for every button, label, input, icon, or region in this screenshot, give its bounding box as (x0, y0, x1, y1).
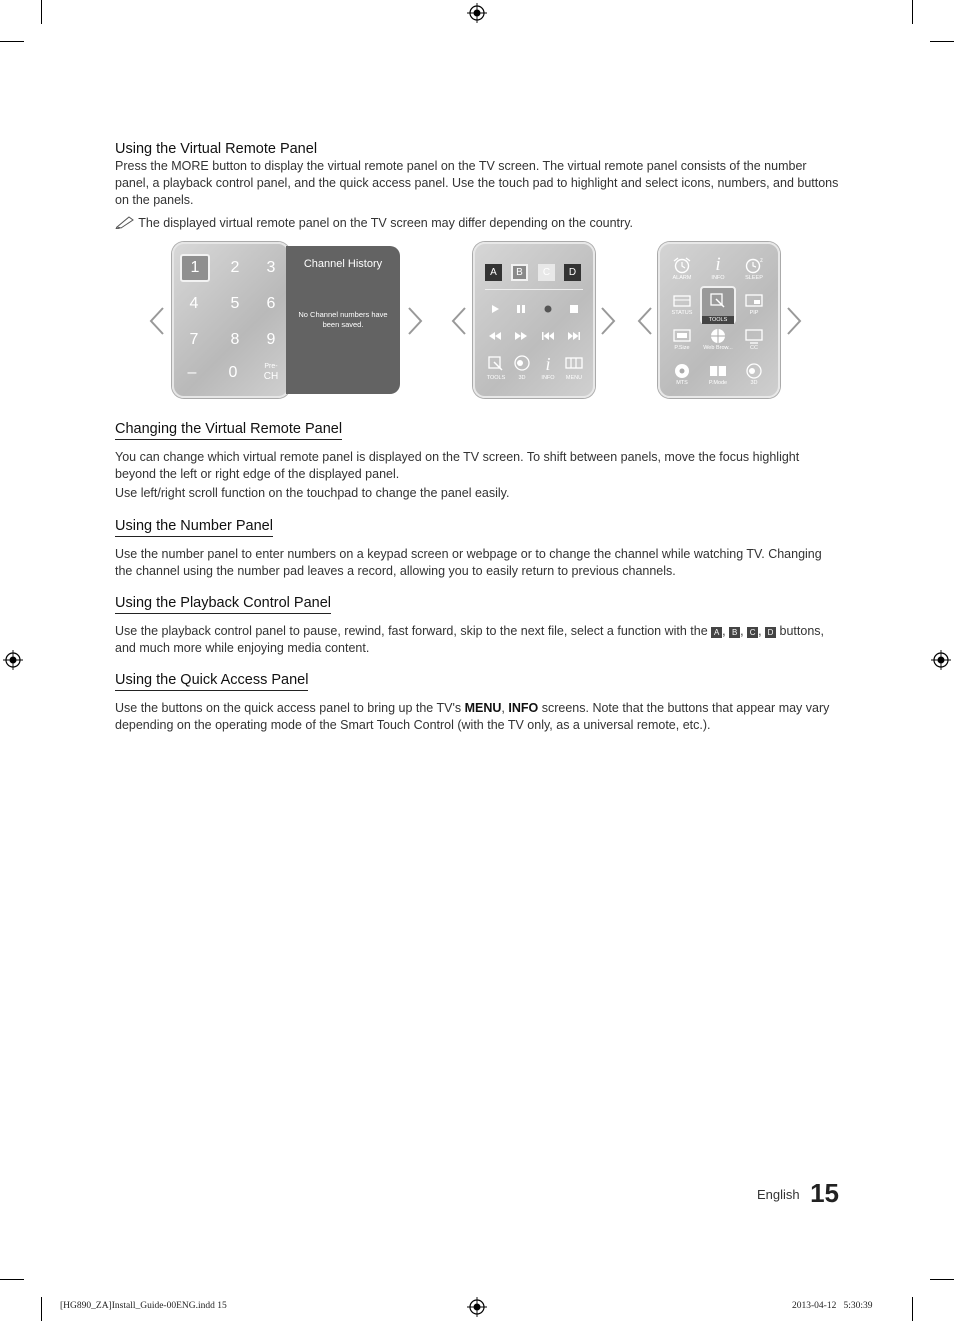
menu-label: MENU (565, 375, 583, 381)
inline-b-key: B (729, 627, 740, 638)
registration-mark-icon (467, 3, 487, 23)
record-icon[interactable] (540, 302, 556, 316)
footer-language: English (756, 1187, 800, 1202)
rewind-icon[interactable] (487, 329, 503, 343)
registration-mark-icon (931, 650, 951, 670)
number-key[interactable]: 5 (230, 295, 240, 312)
crop-mark (0, 41, 24, 42)
fast-forward-icon[interactable] (513, 329, 529, 343)
skip-next-icon[interactable] (566, 329, 582, 343)
sleep-label: SLEEP (745, 275, 763, 281)
a-button[interactable]: A (485, 264, 502, 281)
quick-access-panel (658, 242, 780, 398)
tools-label: TOOLS (702, 316, 734, 324)
tools-label: TOOLS (486, 375, 506, 381)
crop-mark (41, 1297, 42, 1321)
dash-key[interactable]: – (187, 364, 197, 381)
crop-mark (912, 1297, 913, 1321)
info-bold: INFO (508, 701, 539, 715)
page-content (115, 140, 840, 232)
virtual-remote-panels-figure (140, 242, 810, 400)
chevron-left-icon (450, 306, 468, 336)
tools-icon[interactable] (708, 291, 728, 309)
crop-mark (930, 41, 954, 42)
d-button[interactable]: D (564, 264, 581, 281)
svg-text:i: i (545, 354, 551, 372)
registration-mark-icon (3, 650, 23, 670)
number-key[interactable]: 2 (230, 259, 240, 276)
pencil-note-icon (115, 215, 135, 229)
pre-ch-key[interactable] (256, 362, 286, 382)
pip-icon[interactable] (744, 292, 764, 310)
info-label: INFO (711, 275, 725, 281)
menu-icon[interactable] (564, 354, 584, 372)
chevron-left-icon (636, 306, 654, 336)
section-body-virtual-remote: Press the MORE button to display the virtual remote panel on the TV screen. The virtual remote panel consists of the number panel, a playback control panel, and the quick access panel. Use the touch pad to highlight and select icons, numbers, and buttons on the panels. (115, 159, 839, 207)
info-icon[interactable] (708, 254, 728, 272)
playback-body-post: buttons, and much more while enjoying media content. (115, 624, 824, 655)
section-title-changing: Changing the Virtual Remote Panel (115, 420, 342, 440)
section-body-changing-2: Use left/right scroll function on the touchpad to change the panel easily. (115, 486, 510, 500)
sleep-icon[interactable] (744, 256, 764, 274)
svg-text:z: z (760, 258, 763, 264)
status-label: STATUS (671, 310, 693, 316)
inline-d-key: D (765, 627, 776, 638)
note-text: The displayed virtual remote panel on the TV screen may differ depending on the country. (138, 216, 633, 230)
page-footer (757, 1178, 839, 1209)
alarm-label: ALARM (672, 275, 692, 281)
number-key[interactable]: 3 (266, 259, 276, 276)
play-icon[interactable] (487, 302, 503, 316)
slug-timestamp: 2013-04-12 5:30:39 (792, 1301, 873, 1311)
mts-label: MTS (676, 380, 688, 386)
cc-icon[interactable] (744, 327, 764, 345)
picture-size-icon[interactable] (672, 327, 692, 345)
number-key[interactable]: 4 (189, 295, 199, 312)
stop-icon[interactable] (566, 302, 582, 316)
picture-mode-icon[interactable] (708, 362, 728, 380)
number-keypad (172, 242, 290, 398)
crop-mark (912, 0, 913, 24)
number-key[interactable]: 0 (228, 364, 238, 381)
pre-ch-label-top: Pre- (264, 363, 278, 370)
section-body-changing-1: You can change which virtual remote panel is displayed on the TV screen. To shift between panels, move the focus highlight beyond the left or right edge of the displayed panel. (115, 450, 800, 481)
alarm-icon[interactable] (672, 256, 692, 274)
quick-body-pre: Use the buttons on the quick access panel to bring up the TV's (115, 701, 462, 715)
section-title-quick: Using the Quick Access Panel (115, 671, 308, 691)
playback-control-panel (473, 242, 595, 398)
info-icon[interactable] (538, 354, 558, 372)
tools-icon[interactable] (486, 354, 506, 372)
page-number: 15 (810, 1178, 839, 1208)
section-title-number: Using the Number Panel (115, 517, 273, 537)
number-key[interactable]: 7 (189, 331, 199, 348)
number-key[interactable]: 9 (266, 331, 276, 348)
chevron-right-icon (599, 306, 617, 336)
pip-label: PIP (749, 310, 759, 316)
3d-label: 3D (518, 375, 526, 381)
picture-size-label: P.Size (674, 345, 690, 351)
lower-sections (115, 420, 840, 734)
number-key[interactable]: 6 (266, 295, 276, 312)
crop-mark (41, 0, 42, 24)
note-paragraph (115, 215, 840, 232)
section-body-quick (115, 700, 840, 734)
web-browser-label: Web Brow... (703, 345, 733, 351)
playback-body-pre: Use the playback control panel to pause, rewind, fast forward, skip to the next file, select a function with the (115, 624, 708, 638)
section-title-virtual-remote: Using the Virtual Remote Panel (115, 141, 318, 157)
mts-icon[interactable] (672, 362, 692, 380)
3d-icon[interactable] (744, 362, 764, 380)
picture-mode-label: P.Mode (708, 380, 728, 386)
quick-body-post: screens. Note that the buttons that appear may vary depending on the operating mode of the Smart Touch Control (with the TV only, as a universal remote, etc.). (115, 701, 830, 732)
3d-label: 3D (750, 380, 758, 386)
number-panel (172, 242, 400, 398)
divider (485, 289, 583, 290)
channel-history-empty: No Channel numbers have been saved. (298, 310, 388, 329)
cc-label: CC (750, 345, 758, 351)
crop-mark (930, 1279, 954, 1280)
b-button[interactable]: B (511, 264, 528, 281)
slug-file-name: [HG890_ZA]Install_Guide-00ENG.indd 15 (60, 1301, 227, 1311)
menu-bold: MENU (464, 701, 502, 715)
3d-icon[interactable] (512, 354, 532, 372)
chevron-left-icon (148, 306, 166, 336)
web-browser-icon[interactable] (708, 327, 728, 345)
quick-sep: , (501, 701, 505, 715)
chevron-right-icon (785, 306, 803, 336)
channel-history-box (286, 246, 400, 394)
channel-history-title: Channel History (303, 258, 383, 270)
crop-mark (0, 1279, 24, 1280)
chevron-right-icon (406, 306, 424, 336)
pre-ch-label-bottom: CH (263, 371, 279, 382)
c-button[interactable]: C (538, 264, 555, 281)
info-label: INFO (541, 375, 555, 381)
inline-c-key: C (747, 627, 758, 638)
pause-icon[interactable] (513, 302, 529, 316)
inline-a-key: A (711, 627, 722, 638)
svg-text:i: i (715, 254, 721, 272)
section-body-number: Use the number panel to enter numbers on a keypad screen or webpage or to change the channel while watching TV. Changing the channel using the number pad leaves a record, allowing you to easily return to previous channels. (115, 547, 822, 578)
status-icon[interactable] (672, 292, 692, 310)
section-body-playback: Use the playback control panel to pause, rewind, fast forward, skip to the next file, select a function with the A , B , C , D buttons, and much more while enjoying media content. (115, 624, 824, 655)
skip-previous-icon[interactable] (540, 329, 556, 343)
section-title-playback: Using the Playback Control Panel (115, 594, 331, 614)
number-key[interactable]: 1 (180, 254, 210, 282)
registration-mark-icon (467, 1297, 487, 1317)
number-key[interactable]: 8 (230, 331, 240, 348)
